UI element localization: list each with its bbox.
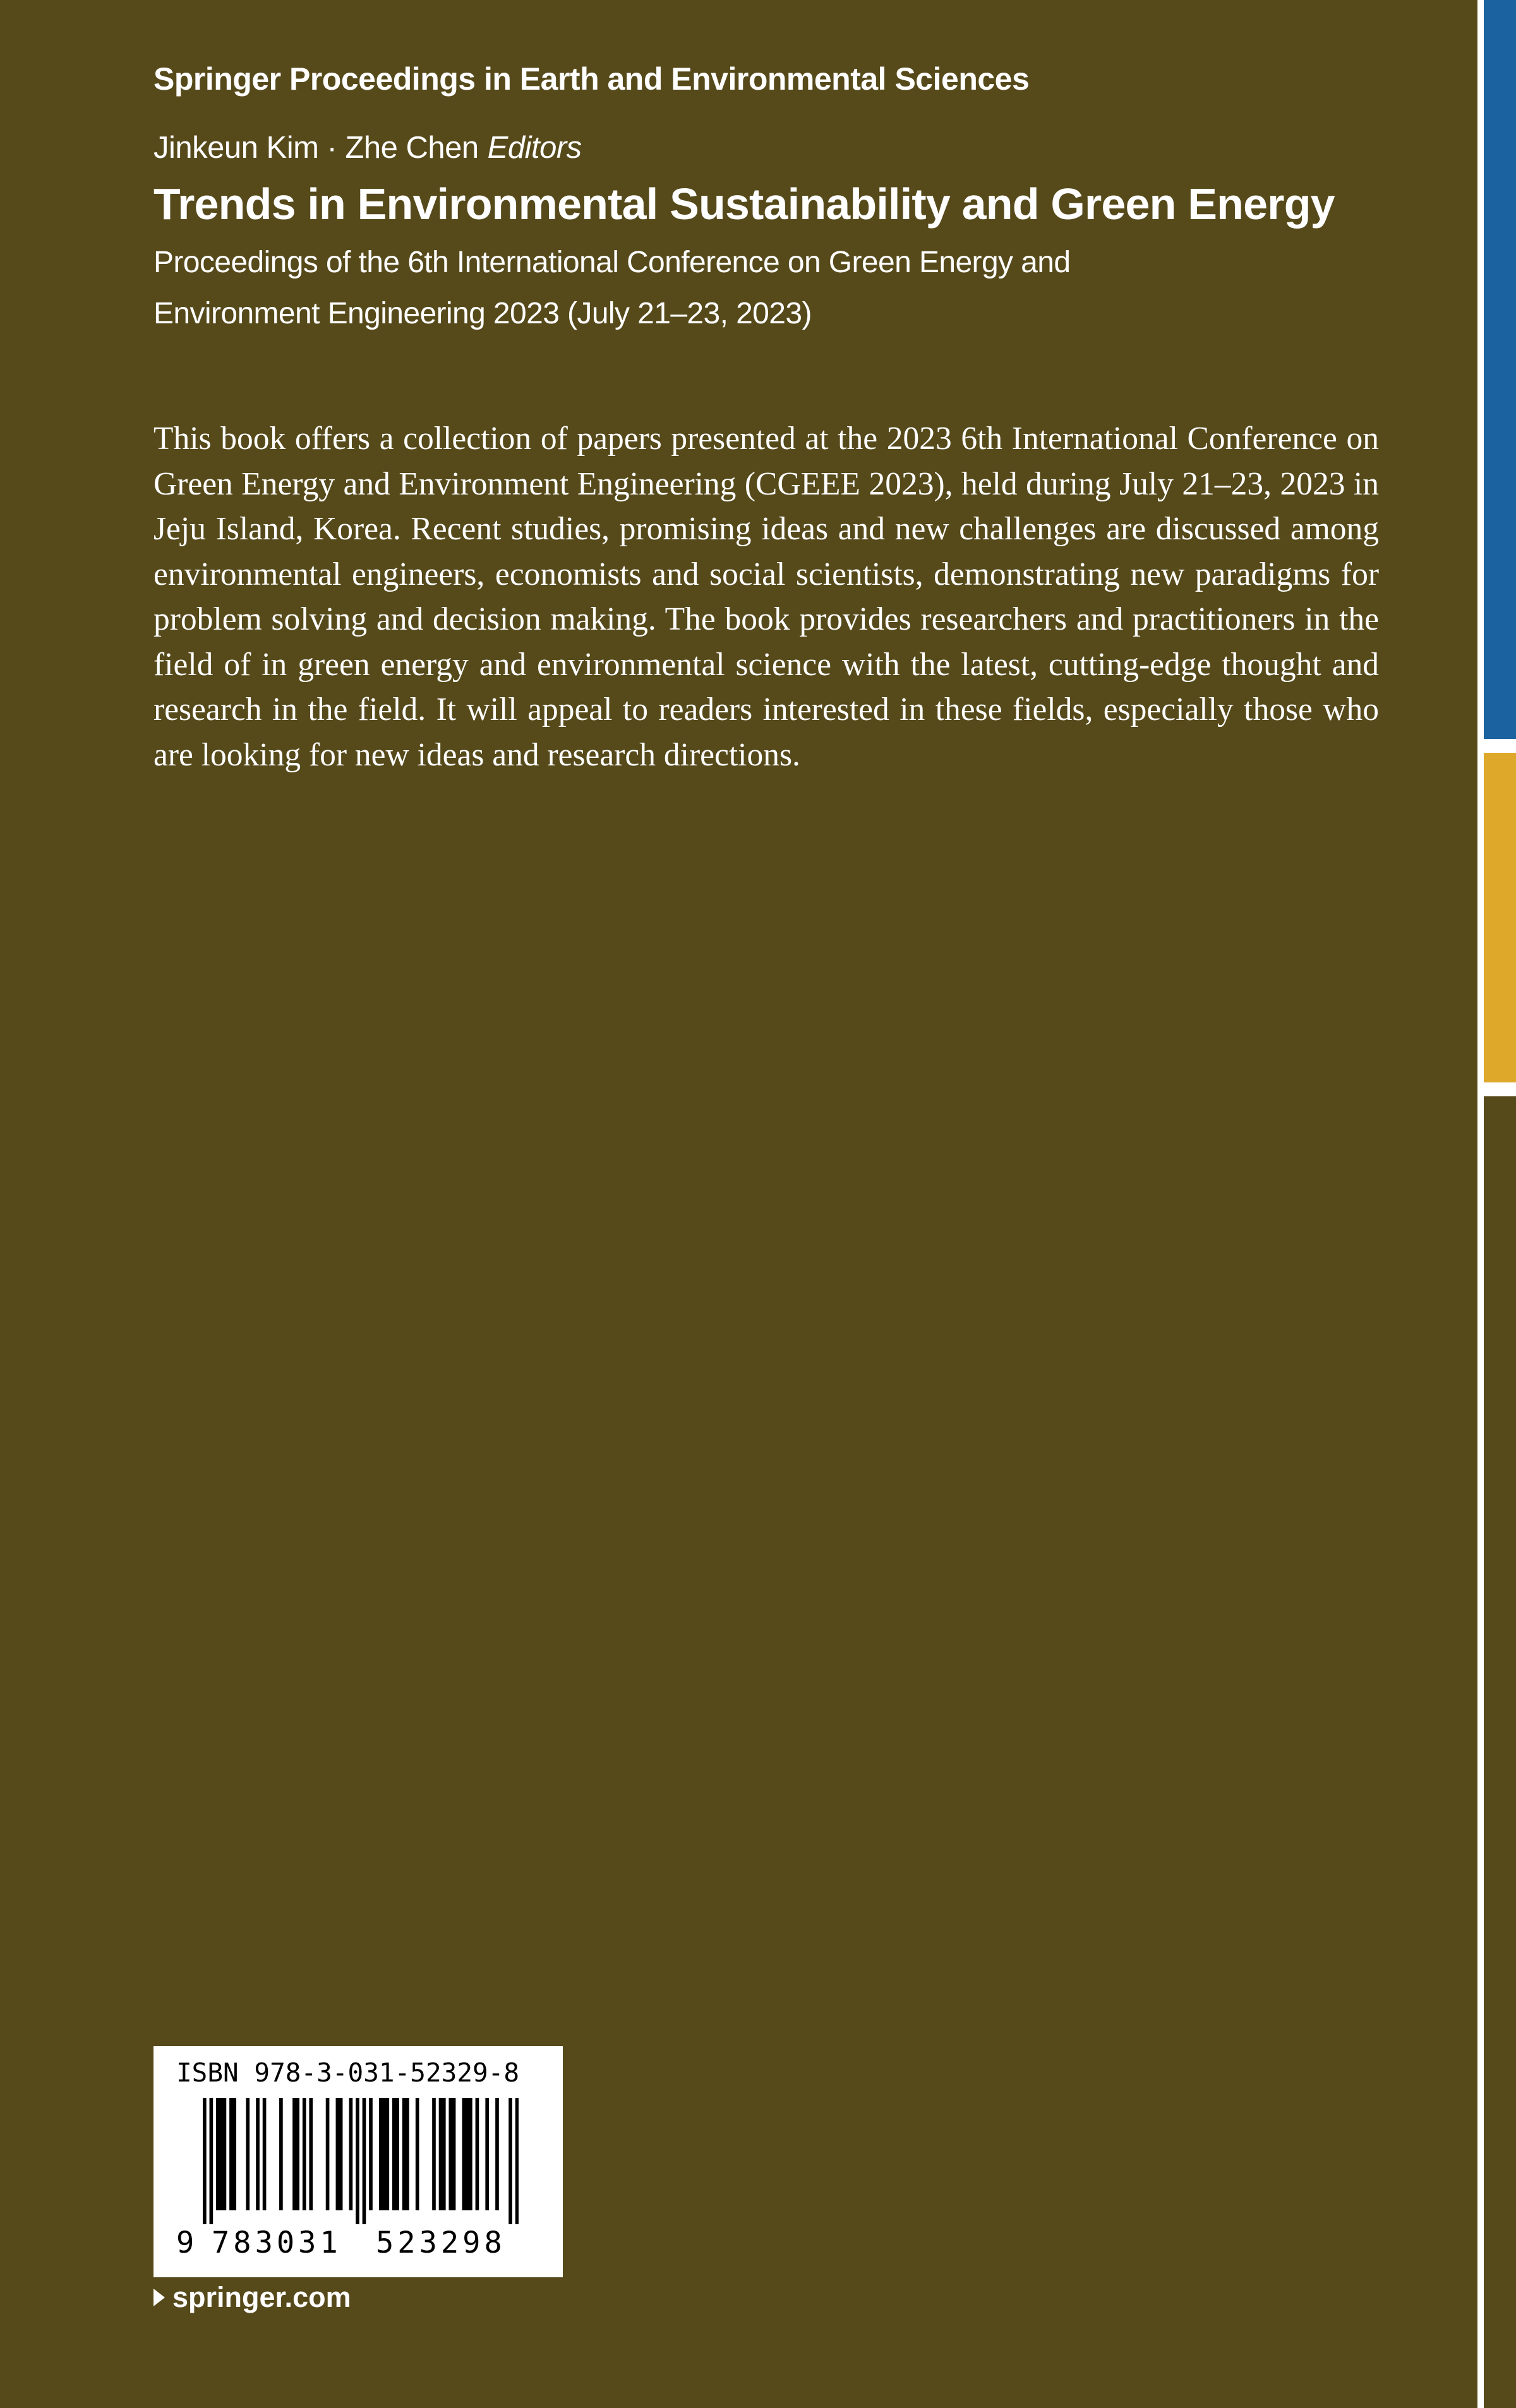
barcode-bar	[292, 2098, 296, 2210]
barcode-bar	[279, 2098, 283, 2210]
barcode-bar	[369, 2098, 373, 2210]
spine-stripe-yellow	[1484, 753, 1516, 1082]
barcode-bar	[309, 2098, 313, 2210]
barcode-bar	[485, 2098, 489, 2210]
series-name: Springer Proceedings in Earth and Environmental Sciences	[153, 61, 1030, 97]
barcode-bar	[210, 2098, 214, 2224]
spine-stripe-blue	[1484, 0, 1516, 739]
barcode-bar	[229, 2098, 233, 2210]
spine-edge-white	[1477, 0, 1484, 2408]
barcode-bar	[416, 2098, 419, 2210]
barcode-bar	[469, 2098, 472, 2210]
editor-names: Jinkeun Kim · Zhe Chen	[153, 131, 479, 165]
barcode-bar	[432, 2098, 436, 2210]
barcode-bar	[448, 2098, 452, 2210]
barcode-bar	[462, 2098, 466, 2210]
book-description: This book offers a collection of papers presented at the 2023 6th International Conference on Green Energy and Environment Engineering (CGEEE 2023), held during July 21–23, 2023 in Jeju Island, Korea. Recent studies, promising ideas and new challenges are discussed among environmental engineers, economists and social scientists, demonstrating new paradigms for problem solving and decision making. The book provides researchers and practitioners in the field of in green energy and environmental science with the latest, cutting-edge thought and research in the field. It will appeal to readers interested in these fields, especially those who are looking for new ideas and research directions.	[153, 421, 1379, 773]
publisher-link-text: springer.com	[172, 2281, 351, 2313]
barcode-bar	[326, 2098, 330, 2210]
barcode-bar	[349, 2098, 353, 2210]
barcode-bar	[216, 2098, 220, 2210]
barcode-bar	[395, 2098, 399, 2210]
barcode-bar	[203, 2098, 207, 2224]
barcode-bar	[452, 2098, 456, 2210]
barcode-bar	[223, 2098, 227, 2210]
barcode-bar	[476, 2098, 479, 2210]
barcode-bar	[442, 2098, 446, 2210]
editors-line	[153, 130, 582, 165]
barcode-bar	[256, 2098, 260, 2210]
barcode-bar	[232, 2098, 236, 2210]
barcode-bar	[219, 2098, 223, 2210]
ean-first-digit: 9	[176, 2225, 195, 2260]
barcode-bar	[356, 2098, 359, 2224]
barcode-bar	[406, 2098, 409, 2210]
ean-right-group: 523298	[376, 2225, 506, 2260]
barcode-bar	[263, 2098, 267, 2210]
barcode-bar	[495, 2098, 499, 2210]
barcode-bar	[402, 2098, 406, 2210]
spine-divider	[1484, 1082, 1516, 1096]
barcode-bar	[303, 2098, 306, 2210]
barcode-bar	[363, 2098, 366, 2224]
barcode-bar	[336, 2098, 340, 2210]
barcode-panel	[153, 2046, 563, 2277]
barcode-bar	[439, 2098, 443, 2210]
barcode-bar	[508, 2098, 512, 2224]
barcode-bar	[379, 2098, 383, 2210]
barcode-bar	[339, 2098, 343, 2210]
arrow-right-icon	[153, 2289, 165, 2306]
book-title: Trends in Environmental Sustainability and Green Energy	[153, 179, 1335, 229]
editors-role: Editors	[487, 131, 582, 165]
book-subtitle: Proceedings of the 6th International Conference on Green Energy and Environment Engineering 2023 (July 21–23, 2023)	[153, 246, 1071, 330]
isbn-text: ISBN 978-3-031-52329-8	[176, 2058, 520, 2088]
publisher-link[interactable]	[153, 2281, 351, 2314]
spine-divider	[1484, 739, 1516, 753]
barcode-bar	[246, 2098, 250, 2210]
barcode-bar	[515, 2098, 519, 2224]
barcode-bar	[466, 2098, 469, 2210]
ean-left-group: 783031	[212, 2225, 342, 2260]
barcode-bars	[203, 2098, 519, 2224]
barcode-bar	[296, 2098, 299, 2210]
barcode-bar	[392, 2098, 396, 2210]
barcode-bar	[382, 2098, 386, 2210]
barcode-bar	[385, 2098, 389, 2210]
